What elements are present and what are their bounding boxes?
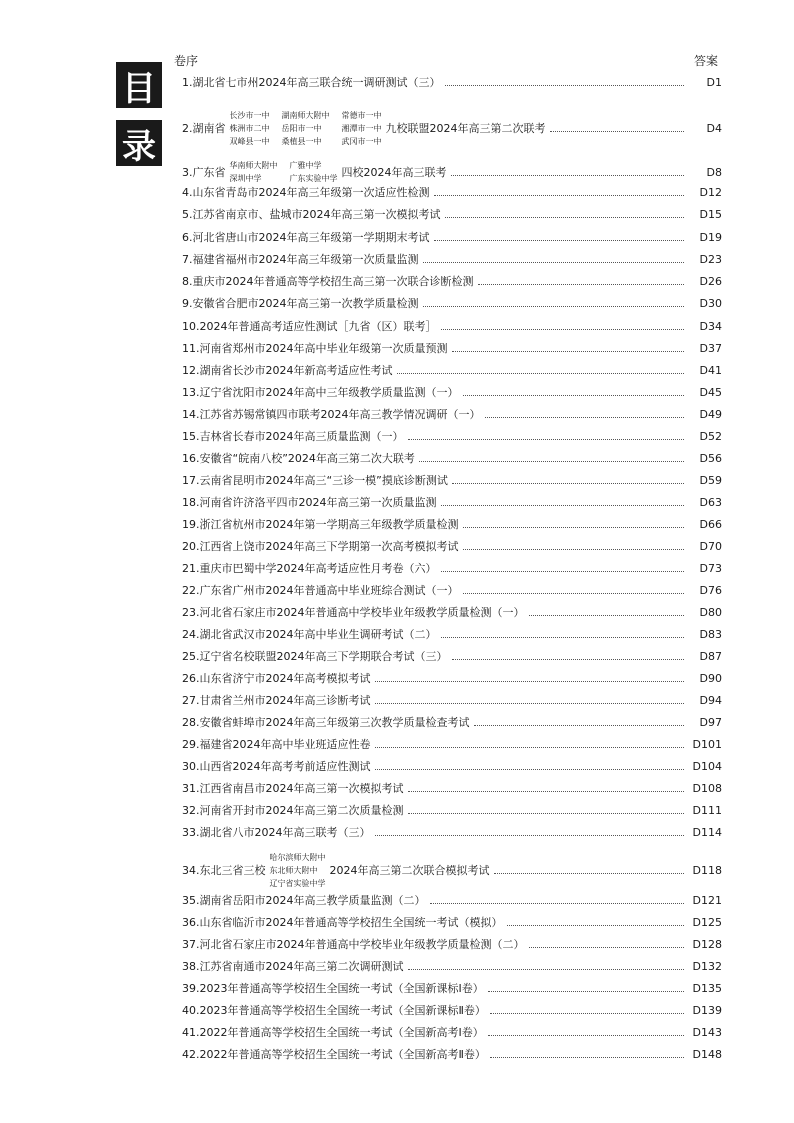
toc-entry-label: 11.河南省郑州市2024年高中毕业年级第一次质量预测: [182, 342, 448, 355]
toc-entry[interactable]: [182, 778, 722, 798]
school-list: [270, 852, 326, 889]
toc-entry-page: D12: [699, 185, 722, 199]
leader-dots: [488, 1034, 684, 1036]
leader-dots: [434, 239, 685, 241]
leader-dots: [485, 416, 685, 418]
leader-dots: [375, 746, 685, 748]
toc-entry[interactable]: [182, 756, 722, 776]
leader-dots: [441, 504, 685, 506]
toc-entry[interactable]: [182, 602, 722, 622]
toc-entry[interactable]: [182, 624, 722, 644]
toc-entry[interactable]: [182, 426, 722, 446]
toc-entry-label: 18.河南省许济洛平四市2024年高三第一次质量监测: [182, 496, 437, 509]
toc-entry-label: 33.湖北省八市2024年高三联考（三）: [182, 826, 371, 839]
leader-dots: [408, 968, 685, 970]
toc-entry[interactable]: [182, 293, 722, 313]
toc-entry-label: 5.江苏省南京市、盐城市2024年高三第一次模拟考试: [182, 208, 441, 221]
leader-dots: [423, 305, 685, 307]
leader-dots: [452, 658, 685, 660]
leader-dots: [488, 990, 684, 992]
school-name: 华南师大附中: [229, 161, 278, 170]
school-name: 桑植县一中: [281, 136, 322, 146]
leader-dots: [490, 1056, 684, 1058]
toc-entry-label: 20.江西省上饶市2024年高三下学期第一次高考模拟考试: [182, 540, 459, 553]
leader-dots: [375, 834, 685, 836]
leader-dots: [419, 460, 684, 462]
school-name: 广雅中学: [289, 161, 322, 170]
school-list: [230, 110, 382, 147]
toc-entry-label: 10.2024年普通高考适应性测试［九省（区）联考］: [182, 320, 437, 333]
toc-entry-label: 1.湖北省七市州2024年高三联合统一调研测试（三）: [182, 76, 441, 89]
toc-entry-page: D80: [699, 605, 722, 619]
toc-entry-page: D97: [699, 715, 722, 729]
toc-entry-page: D118: [692, 863, 722, 877]
toc-entry[interactable]: [182, 108, 722, 148]
toc-entry-label-suffix: 2024年高三第二次联合模拟考试: [329, 864, 490, 877]
header-paper-order: 卷序: [174, 54, 199, 68]
toc-entry[interactable]: [182, 912, 722, 932]
leader-dots: [445, 216, 685, 218]
toc-entry-label: 16.安徽省“皖南八校”2024年高三第二次大联考: [182, 452, 415, 465]
toc-entry-label: 31.江西省南昌市2024年高三第一次模拟考试: [182, 782, 404, 795]
leader-dots: [375, 680, 685, 682]
leader-dots: [474, 724, 685, 726]
toc-entry[interactable]: [182, 382, 722, 402]
toc-entry[interactable]: [182, 558, 722, 578]
toc-entry-page: D135: [692, 981, 722, 995]
leader-dots: [445, 84, 685, 86]
toc-entry[interactable]: [182, 668, 722, 688]
toc-entry[interactable]: [182, 536, 722, 556]
toc-entry-label-suffix: 四校2024年高三联考: [341, 166, 447, 179]
toc-entry-page: D101: [692, 737, 722, 751]
toc-entry[interactable]: [182, 249, 722, 269]
toc-entry[interactable]: [182, 822, 722, 842]
toc-entry-label: [182, 852, 490, 889]
toc-entry-page: D63: [699, 495, 722, 509]
toc-entry-label: 28.安徽省蚌埠市2024年高三年级第三次教学质量检查考试: [182, 716, 470, 729]
toc-entry-page: D111: [692, 803, 722, 817]
school-name: 深圳中学: [229, 174, 262, 183]
toc-entry-label: 17.云南省昆明市2024年高三“三诊一模”摸底诊断测试: [182, 474, 448, 487]
school-name: 武冈市一中: [341, 136, 382, 146]
toc-entry[interactable]: [182, 204, 722, 224]
toc-entry-page: D121: [692, 893, 722, 907]
toc-entry-label-prefix: 3.广东省: [182, 166, 226, 179]
toc-entry-label: 35.湖南省岳阳市2024年高三教学质量监测（二）: [182, 894, 426, 907]
toc-entry-page: D73: [699, 561, 722, 575]
toc-entry-page: D34: [699, 319, 722, 333]
header-answer: 答案: [694, 54, 719, 68]
toc-entry-label: 13.辽宁省沈阳市2024年高中三年级教学质量监测（一）: [182, 386, 459, 399]
toc-entry-page: D49: [699, 407, 722, 421]
school-name: 东北师大附中: [269, 865, 318, 875]
leader-dots: [452, 482, 684, 484]
toc-entry[interactable]: [182, 492, 722, 512]
toc-entry-page: D83: [699, 627, 722, 641]
school-name: 常德市一中: [341, 110, 382, 120]
toc-entry-page: D41: [699, 363, 722, 377]
toc-entry-page: D148: [692, 1047, 722, 1061]
toc-entry-label: 24.湖北省武汉市2024年高中毕业生调研考试（二）: [182, 628, 437, 641]
leader-dots: [408, 790, 685, 792]
leader-dots: [463, 548, 685, 550]
toc-entry-label-prefix: 34.东北三省三校: [182, 864, 266, 877]
toc-entry-label: 8.重庆市2024年普通高等学校招生高三第一次联合诊断检测: [182, 275, 474, 288]
toc-entry-label: 23.河北省石家庄市2024年普通高中学校毕业年级教学质量检测（一）: [182, 606, 525, 619]
leader-dots: [529, 946, 685, 948]
leader-dots: [375, 768, 685, 770]
toc-entry-label: 19.浙江省杭州市2024年第一学期高三年级教学质量检测: [182, 518, 459, 531]
toc-entry-page: D139: [692, 1003, 722, 1017]
toc-entry-page: D70: [699, 539, 722, 553]
toc-entry-page: D87: [699, 649, 722, 663]
leader-dots: [441, 328, 685, 330]
leader-dots: [550, 130, 685, 132]
school-name: 双峰县一中: [229, 136, 270, 146]
toc-entry-label: 30.山西省2024年高考考前适应性测试: [182, 760, 371, 773]
toc-entry[interactable]: [182, 514, 722, 534]
toc-entry-page: D8: [706, 165, 722, 179]
toc-entry-label: 41.2022年普通高等学校招生全国统一考试（全国新高考Ⅰ卷）: [182, 1026, 484, 1039]
toc-entry-label-prefix: 2.湖南省: [182, 122, 226, 135]
leader-dots: [434, 194, 685, 196]
leader-dots: [490, 1012, 684, 1014]
toc-entry-label: 4.山东省青岛市2024年高三年级第一次适应性检测: [182, 186, 430, 199]
toc-entry[interactable]: [182, 338, 722, 358]
leader-dots: [529, 614, 685, 616]
leader-dots: [478, 283, 685, 285]
toc-entry-label: 14.江苏省苏锡常镇四市联考2024年高三教学情况调研（一）: [182, 408, 481, 421]
toc-entry-page: D128: [692, 937, 722, 951]
toc-entry-label: [182, 110, 546, 147]
leader-dots: [463, 592, 685, 594]
toc-entry[interactable]: [182, 271, 722, 291]
toc-entry[interactable]: [182, 182, 722, 202]
toc-entry-label: 22.广东省广州市2024年普通高中毕业班综合测试（一）: [182, 584, 459, 597]
leader-dots: [441, 636, 685, 638]
toc-entry[interactable]: [182, 956, 722, 976]
toc-entry[interactable]: [182, 227, 722, 247]
toc-entry[interactable]: [182, 72, 722, 92]
toc-entry[interactable]: [182, 1022, 722, 1042]
toc-entry[interactable]: [182, 934, 722, 954]
leader-dots: [430, 902, 685, 904]
toc-entry-page: D125: [692, 915, 722, 929]
toc-entry-label: 32.河南省开封市2024年高三第二次质量检测: [182, 804, 404, 817]
toc-entry-label: 40.2023年普通高等学校招生全国统一考试（全国新课标Ⅱ卷）: [182, 1004, 486, 1017]
toc-entry-page: D108: [692, 781, 722, 795]
school-name: 湖南师大附中: [281, 110, 330, 120]
toc-entry-label: 15.吉林省长春市2024年高三质量监测（一）: [182, 430, 404, 443]
toc-entry-label: 27.甘肃省兰州市2024年高三诊断考试: [182, 694, 371, 707]
toc-entry-label: 36.山东省临沂市2024年普通高等学校招生全国统一考试（模拟）: [182, 916, 503, 929]
toc-entry[interactable]: [182, 712, 722, 732]
school-name: 株洲市二中: [229, 123, 270, 133]
toc-entry[interactable]: [182, 890, 722, 910]
toc-entry[interactable]: [182, 360, 722, 380]
toc-entry[interactable]: [182, 1044, 722, 1064]
toc-entry-label: 12.湖南省长沙市2024年新高考适应性考试: [182, 364, 393, 377]
toc-entry-page: D37: [699, 341, 722, 355]
toc-entry[interactable]: [182, 470, 722, 490]
toc-entry-page: D30: [699, 296, 722, 310]
toc-entry[interactable]: [182, 404, 722, 424]
school-list: [230, 160, 338, 184]
toc-entry-page: D1: [706, 75, 722, 89]
toc-entry-label: 26.山东省济宁市2024年高考模拟考试: [182, 672, 371, 685]
toc-entry-label: [182, 160, 447, 184]
toc-entry-page: D76: [699, 583, 722, 597]
leader-dots: [494, 872, 685, 874]
school-name: 岳阳市一中: [281, 123, 322, 133]
toc-entry-label: 9.安徽省合肥市2024年高三第一次教学质量检测: [182, 297, 419, 310]
toc-entry-page: D23: [699, 252, 722, 266]
toc-entry-page: D4: [706, 121, 722, 135]
toc-entry[interactable]: [182, 800, 722, 820]
toc-entry-page: D26: [699, 274, 722, 288]
school-name: 辽宁省实验中学: [269, 878, 326, 888]
toc-title-char-2: 录: [116, 120, 162, 166]
toc-entry[interactable]: [182, 734, 722, 754]
leader-dots: [507, 924, 685, 926]
toc-entry[interactable]: [182, 448, 722, 468]
toc-entry-label: 39.2023年普通高等学校招生全国统一考试（全国新课标Ⅰ卷）: [182, 982, 484, 995]
toc-entry-page: D59: [699, 473, 722, 487]
toc-entry-page: D15: [699, 207, 722, 221]
toc-entry-label: 29.福建省2024年高中毕业班适应性卷: [182, 738, 371, 751]
toc-entry[interactable]: [182, 646, 722, 666]
leader-dots: [423, 261, 685, 263]
toc-entry-label: 25.辽宁省名校联盟2024年高三下学期联合考试（三）: [182, 650, 448, 663]
toc-entry-label-suffix: 九校联盟2024年高三第二次联考: [385, 122, 546, 135]
school-name: 湘潭市一中: [341, 123, 382, 133]
toc-entry-label: 6.河北省唐山市2024年高三年级第一学期期末考试: [182, 231, 430, 244]
toc-entry[interactable]: [182, 850, 722, 890]
leader-dots: [452, 350, 685, 352]
leader-dots: [451, 174, 685, 176]
toc-title-char-1: 目: [116, 62, 162, 108]
toc-entry-page: D45: [699, 385, 722, 399]
leader-dots: [375, 702, 685, 704]
toc-entry-page: D19: [699, 230, 722, 244]
leader-dots: [463, 526, 685, 528]
toc-entry-page: D104: [692, 759, 722, 773]
school-name: 广东实验中学: [289, 174, 338, 183]
toc-entry[interactable]: [182, 978, 722, 998]
toc-entry[interactable]: [182, 690, 722, 710]
toc-entry-page: D94: [699, 693, 722, 707]
leader-dots: [441, 570, 685, 572]
toc-entry-label: 38.江苏省南通市2024年高三第二次调研测试: [182, 960, 404, 973]
toc-entry-page: D114: [692, 825, 722, 839]
toc-entry-page: D132: [692, 959, 722, 973]
toc-entry-page: D66: [699, 517, 722, 531]
toc-entry-label: 7.福建省福州市2024年高三年级第一次质量监测: [182, 253, 419, 266]
school-name: 长沙市一中: [229, 110, 270, 120]
toc-entry-page: D56: [699, 451, 722, 465]
toc-entry-label: 42.2022年普通高等学校招生全国统一考试（全国新高考Ⅱ卷）: [182, 1048, 486, 1061]
leader-dots: [463, 394, 685, 396]
school-name: 哈尔滨师大附中: [269, 852, 326, 862]
toc-entry-page: D90: [699, 671, 722, 685]
toc-entry-label: 37.河北省石家庄市2024年普通高中学校毕业年级教学质量检测（二）: [182, 938, 525, 951]
toc-entry-page: D52: [699, 429, 722, 443]
toc-entry[interactable]: [182, 1000, 722, 1020]
leader-dots: [408, 812, 685, 814]
toc-entry-page: D143: [692, 1025, 722, 1039]
leader-dots: [397, 372, 685, 374]
toc-entry-label: 21.重庆市巴蜀中学2024年高考适应性月考卷（六）: [182, 562, 437, 575]
toc-entry[interactable]: [182, 580, 722, 600]
toc-entry[interactable]: [182, 316, 722, 336]
leader-dots: [408, 438, 685, 440]
